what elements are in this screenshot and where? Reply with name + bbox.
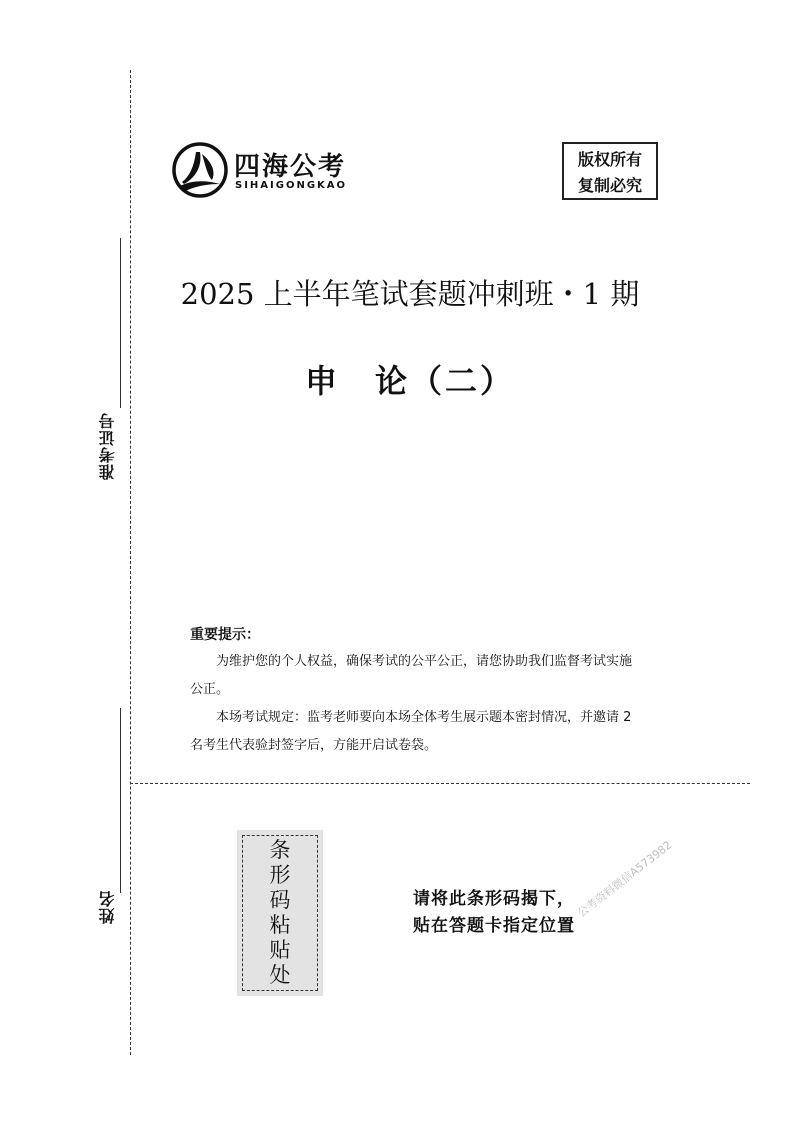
barcode-label-char: 条 bbox=[269, 838, 291, 862]
ticket-number-label: 准考证号 bbox=[98, 412, 117, 480]
barcode-label bbox=[242, 835, 318, 991]
barcode-instruction-line-1: 请将此条形码揭下， bbox=[413, 889, 575, 909]
barcode-label-char: 贴 bbox=[269, 938, 291, 962]
notice-paragraph-1-line-1: 为维护您的个人权益，确保考试的公平公正，请您协助我们监督考试实施 bbox=[190, 654, 633, 669]
notice-paragraph-2-line-1: 本场考试规定：监考老师要向本场全体考生展示题本密封情况，并邀请 2 bbox=[190, 710, 632, 725]
logo-english-name: SIHAIGONGKAO bbox=[235, 180, 348, 191]
name-write-line bbox=[120, 708, 121, 893]
barcode-instruction-line-2: 贴在答题卡指定位置 bbox=[413, 916, 575, 936]
name-label: 姓名 bbox=[98, 890, 117, 924]
notice-paragraph-1-line-2: 公正。 bbox=[190, 682, 230, 697]
tear-dashed-line bbox=[130, 783, 750, 784]
barcode-label-char: 形 bbox=[269, 863, 291, 887]
notice-heading: 重要提示： bbox=[190, 627, 260, 643]
logo-chinese-name: 四海公考 bbox=[234, 152, 347, 182]
notice-paragraph-2-line-2: 名考生代表验封签字后，方能开启试卷袋。 bbox=[190, 738, 438, 753]
copyright-line-1: 版权所有 bbox=[577, 150, 642, 169]
copyright-box bbox=[562, 142, 658, 200]
ticket-number-write-line bbox=[120, 238, 121, 408]
sailboat-logo-icon bbox=[172, 142, 228, 198]
barcode-label-char: 码 bbox=[269, 888, 291, 912]
sihai-logo bbox=[172, 142, 372, 198]
binding-dashed-line bbox=[130, 70, 131, 1055]
exam-title: 2025 上半年笔试套题冲刺班・1 期 bbox=[180, 277, 640, 311]
subject-title: 申 论（二） bbox=[304, 362, 515, 400]
barcode-label-char: 粘 bbox=[269, 913, 291, 937]
watermark-text: 公考资料微信A573982 bbox=[575, 838, 675, 920]
copyright-line-2: 复制必究 bbox=[577, 176, 642, 195]
barcode-sticker-area bbox=[237, 830, 323, 996]
barcode-label-char: 处 bbox=[269, 963, 291, 987]
